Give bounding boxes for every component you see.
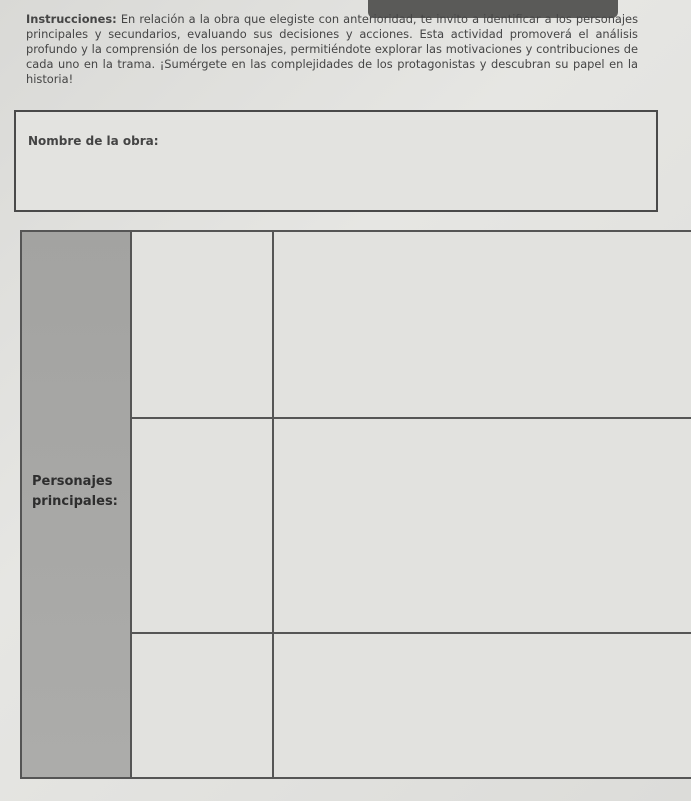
cell-desc-2[interactable] — [274, 419, 691, 632]
cell-name-1[interactable] — [132, 232, 272, 417]
side-header-label — [32, 472, 118, 512]
side-header-cell — [22, 232, 132, 777]
title-field-box[interactable] — [14, 110, 658, 212]
characters-table — [20, 230, 691, 779]
instructions-text: En relación a la obra que elegiste con anterioridad, te invito a identificar a los personajes principales y secundarios, evaluando sus decisiones y acciones. Esta actividad promoverá el análisis profundo y la comprensión de los personajes, permitiéndote explorar las motivaciones y contribuciones de cada uno en la trama. ¡Sumérgete en las complejidades de los protagonistas y descubran su papel en la historia! — [26, 12, 638, 86]
side-header-line2: principales: — [32, 494, 118, 509]
side-header-line1: Personajes — [32, 474, 113, 489]
title-field-label: Nombre de la obra: — [28, 134, 159, 148]
cell-desc-1[interactable] — [274, 232, 691, 417]
cell-name-3[interactable] — [132, 634, 272, 775]
instructions-paragraph — [26, 12, 638, 87]
cell-name-2[interactable] — [132, 419, 272, 632]
cell-desc-3[interactable] — [274, 634, 691, 775]
instructions-label: Instrucciones: — [26, 12, 117, 26]
